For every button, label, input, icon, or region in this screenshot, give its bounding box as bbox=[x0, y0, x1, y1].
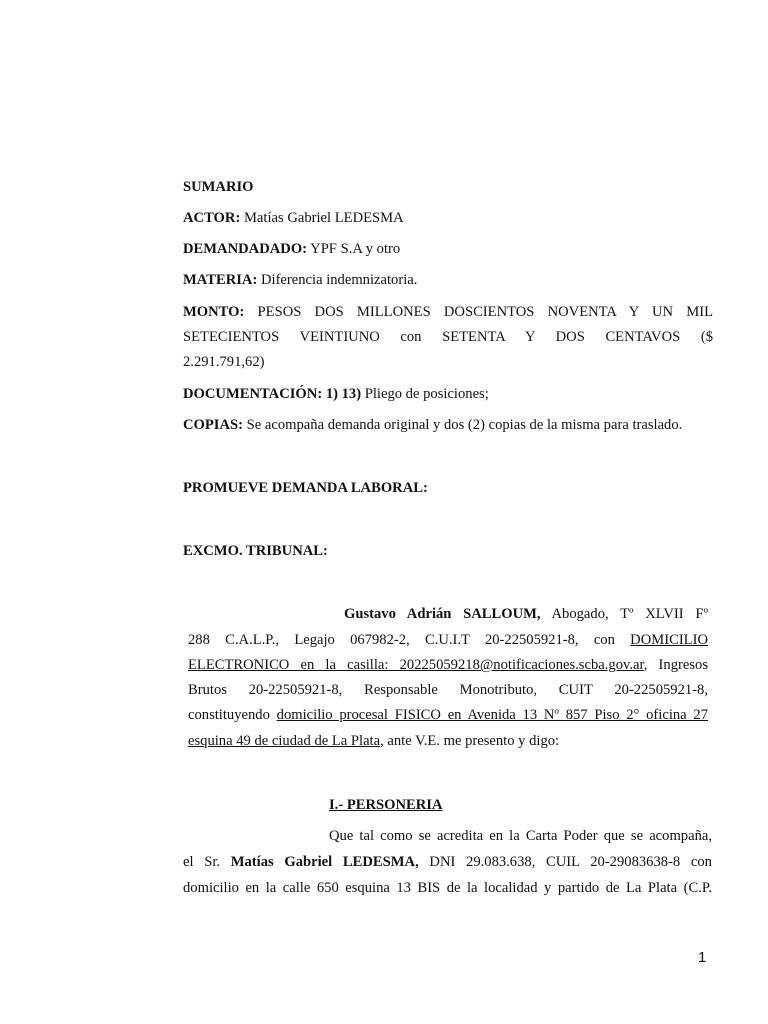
actor-value: Matías Gabriel LEDESMA bbox=[240, 210, 404, 226]
section-personeria-heading: I.- PERSONERIA bbox=[329, 797, 443, 813]
actor-line bbox=[183, 209, 404, 227]
intro-line-5: constituyendo domicilio procesal FISICO en Avenida 13 Nº 857 Piso 2° oficina 27 bbox=[188, 707, 708, 723]
actor-label: ACTOR: bbox=[183, 210, 241, 226]
subject-label: MATERIA: bbox=[183, 272, 258, 288]
defendant-label: DEMANDADADO: bbox=[183, 241, 308, 257]
physical-domicile: domicilio procesal FISICO en Avenida 13 Nº 857 Piso 2° oficina 27 bbox=[276, 707, 708, 723]
electronic-domicile-link: DOMICILIO bbox=[630, 632, 708, 648]
copies-label: COPIAS: bbox=[183, 417, 243, 433]
client-name: Matías Gabriel LEDESMA, bbox=[230, 854, 419, 870]
subject-line bbox=[183, 271, 417, 289]
amount-label: MONTO: bbox=[183, 304, 245, 320]
documentation-label: DOCUMENTACIÓN: 1) 13) bbox=[183, 386, 362, 402]
email-address: ELECTRONICO en la casilla: 20225059218@notificaciones.scba.gov.ar bbox=[188, 657, 644, 673]
tribunal-heading: EXCMO. TRIBUNAL: bbox=[183, 543, 328, 559]
intro-line-1: Gustavo Adrián SALLOUM, Abogado, Tº XLVII Fº bbox=[344, 606, 708, 622]
intro-line-4: Brutos 20-22505921-8, Responsable Monotributo, CUIT 20-22505921-8, bbox=[188, 682, 708, 698]
copies-line bbox=[183, 416, 682, 434]
amount-line-3: 2.291.791,62) bbox=[183, 354, 265, 370]
personeria-line-3: domicilio en la calle 650 esquina 13 BIS de la localidad y partido de La Plata (C.P. bbox=[183, 880, 712, 896]
amount-line-1: MONTO: PESOS DOS MILLONES DOSCIENTOS NOVENTA Y UN MIL bbox=[183, 304, 713, 320]
defendant-line bbox=[183, 240, 400, 258]
intro-line-2: 288 C.A.L.P., Legajo 067982-2, C.U.I.T 20-22505921-8, con DOMICILIO bbox=[188, 632, 708, 648]
page-number: 1 bbox=[698, 949, 707, 966]
amount-line-2: SETECIENTOS VEINTIUNO con SETENTA Y DOS CENTAVOS ($ bbox=[183, 329, 713, 345]
summary-heading: SUMARIO bbox=[183, 179, 254, 195]
lawyer-name: Gustavo Adrián SALLOUM, bbox=[344, 606, 541, 622]
intro-line-3: ELECTRONICO en la casilla: 20225059218@notificaciones.scba.gov.ar, Ingresos bbox=[188, 657, 709, 673]
promote-heading: PROMUEVE DEMANDA LABORAL: bbox=[183, 480, 428, 496]
personeria-line-1: Que tal como se acredita en la Carta Poder que se acompaña, bbox=[329, 828, 712, 844]
personeria-line-2: el Sr. Matías Gabriel LEDESMA, DNI 29.083.638, CUIL 20-29083638-8 con bbox=[183, 854, 712, 870]
copies-value: Se acompaña demanda original y dos (2) copias de la misma para traslado. bbox=[243, 417, 683, 433]
intro-line-6: esquina 49 de ciudad de La Plata, ante V.E. me presento y digo: bbox=[188, 733, 560, 749]
defendant-value: YPF S.A y otro bbox=[307, 241, 401, 257]
documentation-value: Pliego de posiciones; bbox=[361, 386, 489, 402]
subject-value: Diferencia indemnizatoria. bbox=[257, 272, 418, 288]
documentation-line bbox=[183, 385, 489, 403]
